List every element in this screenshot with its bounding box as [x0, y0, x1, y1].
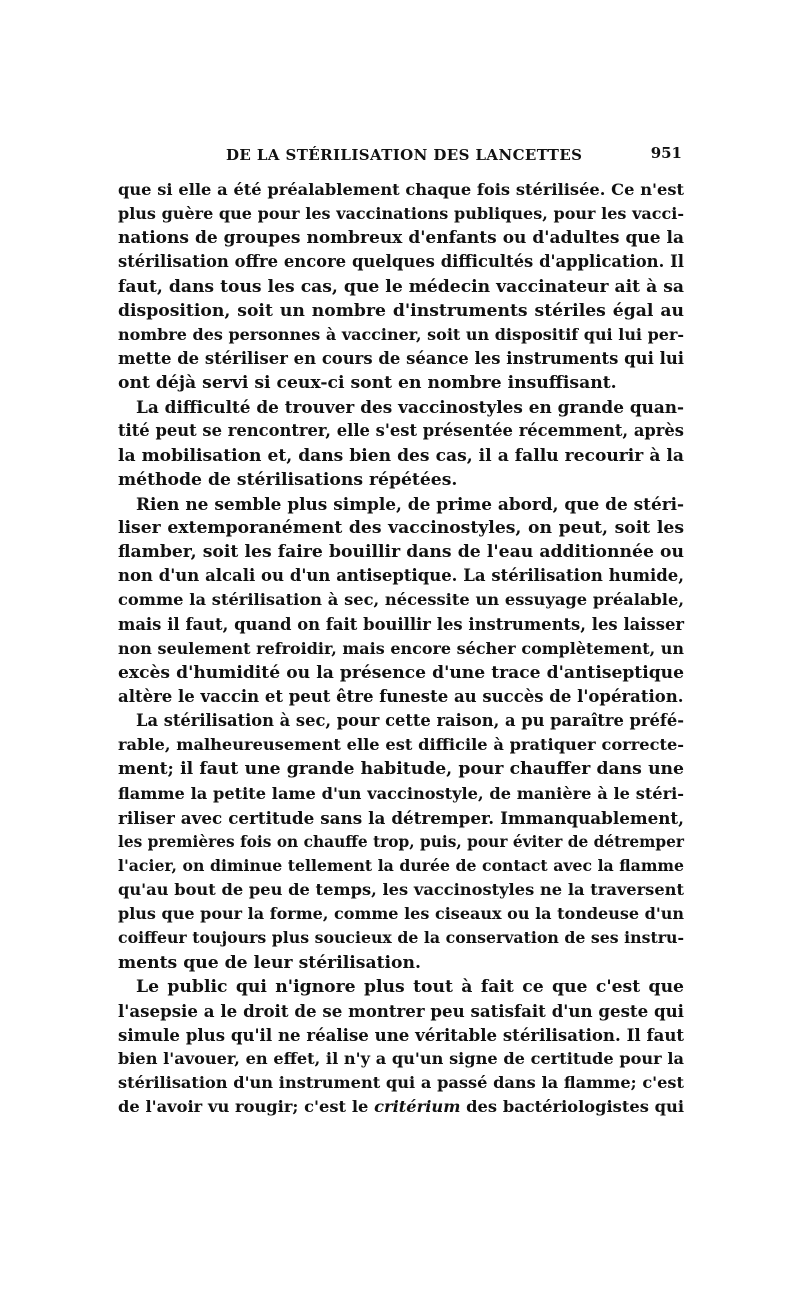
paragraph-5 [118, 975, 684, 1120]
text-line: l'asepsie a le droit de se montrer peu satisfait d'un geste qui [118, 1000, 684, 1021]
text-line: excès d'humidité ou la présence d'une trace d'antiseptique [118, 662, 684, 683]
paragraph-2 [118, 395, 684, 492]
text-line: bien l'avouer, en effet, il n'y a qu'un signe de certitude pour la [118, 1049, 684, 1069]
text-line: rable, malheureusement elle est difficile à pratiquer correcte- [118, 735, 684, 755]
text-line: coiffeur toujours plus soucieux de la conservation de ses instru- [118, 928, 684, 948]
text-line: non seulement refroidir, mais encore sécher complètement, un [118, 638, 684, 658]
text-line: méthode de stérilisations répétées. [118, 469, 458, 490]
text-line: comme la stérilisation à sec, nécessite un essuyage préalable, [118, 590, 684, 610]
text-line: ment; il faut une grande habitude, pour chauffer dans une [118, 759, 684, 780]
paragraph-3 [118, 492, 684, 709]
text-line: altère le vaccin et peut être funeste au succès de l'opération. [118, 686, 684, 706]
text-line: qu'au bout de peu de temps, les vaccinostyles ne la traversent [118, 880, 684, 900]
text-line: la mobilisation et, dans bien des cas, il a fallu recourir à la [118, 445, 684, 466]
paragraph-4 [118, 709, 684, 975]
text-line: Rien ne semble plus simple, de prime abord, que de stéri- [136, 493, 684, 514]
text-line: stérilisation d'un instrument qui a passé dans la flamme; c'est [118, 1073, 684, 1093]
text-line: nombre des personnes à vacciner, soit un dispositif qui lui per- [118, 324, 684, 344]
text-line: nations de groupes nombreux d'enfants ou d'adultes que la [118, 228, 684, 249]
text-line: mette de stériliser en cours de séance les instruments qui lui [118, 348, 684, 368]
text-line: stérilisation offre encore quelques difficultés d'application. Il [118, 252, 684, 272]
text-line: Le public qui n'ignore plus tout à fait ce que c'est que [136, 976, 684, 997]
text-line: simule plus qu'il ne réalise une véritable stérilisation. Il faut [118, 1024, 684, 1045]
text-line: riliser avec certitude sans la détremper. Immanquablement, [118, 807, 684, 828]
text-line-final [118, 1095, 684, 1119]
page-number: 951 [650, 144, 682, 162]
emphasis-criterium: critérium [374, 1097, 461, 1117]
text-line: plus guère que pour les vaccinations publiques, pour les vacci- [118, 204, 684, 224]
paragraph-1 [118, 178, 684, 395]
final-line-before: de l'avoir vu rougir; c'est le [118, 1097, 375, 1117]
text-line: La difficulté de trouver des vaccinostyles en grande quan- [136, 397, 684, 418]
text-line: flamber, soit les faire bouillir dans de l'eau additionnée ou [118, 542, 684, 563]
running-head [118, 146, 686, 170]
text-line: plus que pour la forme, comme les ciseaux ou la tondeuse d'un [118, 904, 684, 924]
text-line: La stérilisation à sec, pour cette raison, a pu paraître préfé- [136, 711, 684, 731]
text-line: que si elle a été préalablement chaque fois stérilisée. Ce n'est [118, 180, 684, 199]
text-line: non d'un alcali ou d'un antiseptique. La stérilisation humide, [118, 566, 684, 586]
text-line: ont déjà servi si ceux-ci sont en nombre insuffisant. [118, 373, 617, 394]
text-line: l'acier, on diminue tellement la durée de contact avec la flamme [118, 855, 684, 875]
text-line: mais il faut, quand on fait bouillir les instruments, les laisser [118, 614, 684, 634]
text-line: faut, dans tous les cas, que le médecin vaccinateur ait à sa [118, 276, 684, 297]
text-line: flamme la petite lame d'un vaccinostyle, de manière à le stéri- [118, 783, 684, 803]
text-line: disposition, soit un nombre d'instruments stériles égal au [118, 300, 684, 321]
final-line-after: des bactériologistes qui [460, 1097, 684, 1117]
text-line: les premières fois on chauffe trop, puis, pour éviter de détremper [118, 832, 684, 851]
body-text [118, 178, 684, 1119]
running-title: DE LA STÉRILISATION DES LANCETTES [226, 146, 583, 164]
text-line: tité peut se rencontrer, elle s'est présentée récemment, après [118, 421, 684, 441]
text-line: liser extemporanément des vaccinostyles, on peut, soit les [118, 517, 684, 538]
text-line: ments que de leur stérilisation. [118, 952, 422, 973]
